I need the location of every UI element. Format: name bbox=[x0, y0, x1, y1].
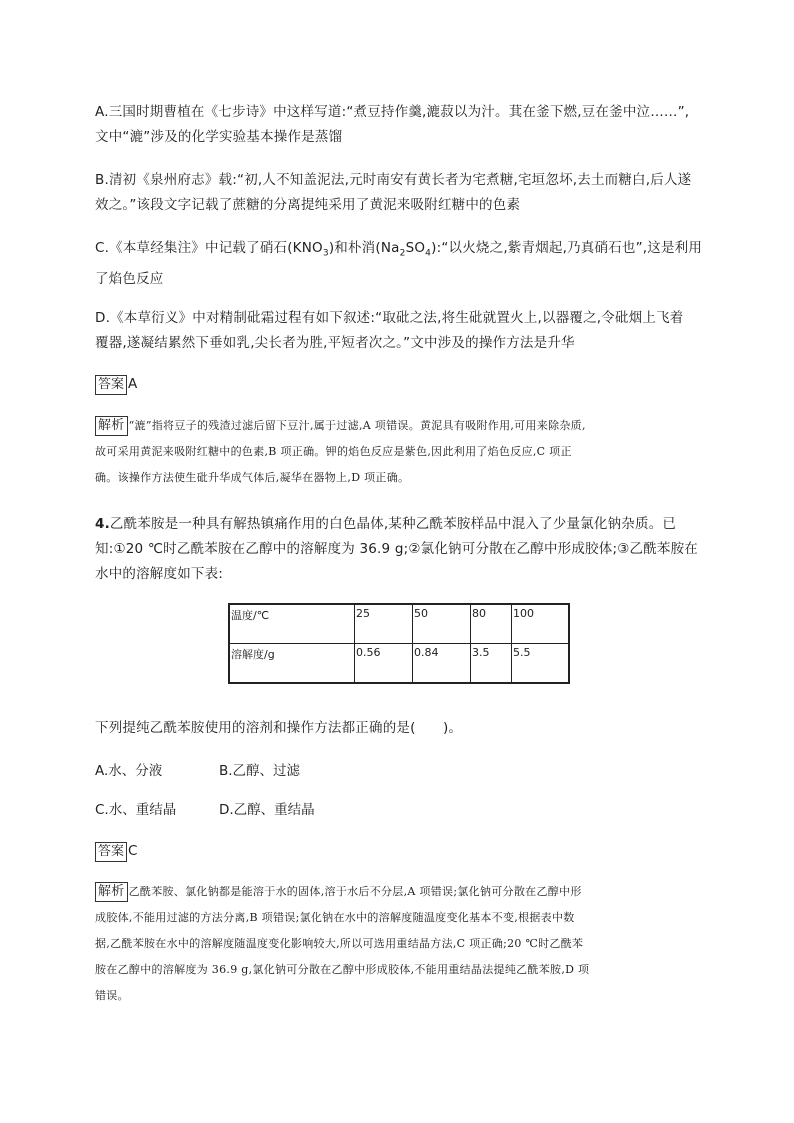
table-cell: 50 bbox=[413, 604, 471, 644]
explanation-tag: 解析 bbox=[95, 882, 128, 902]
q4-answer bbox=[95, 840, 137, 862]
table-cell: 0.84 bbox=[413, 644, 471, 684]
option-d-text: D.《本草衍义》中对精制砒霜过程有如下叙述:“取砒之法,将生砒就置火上,以器覆之,令砒烟上飞着 覆器,遂凝结累然下垂如乳,尖长者为胜,平短者次之。”文中涉及的操作方法是升华 bbox=[95, 310, 684, 351]
option-c: C.水、重结晶 bbox=[95, 802, 177, 818]
question-number: 4. bbox=[95, 516, 110, 532]
table-row bbox=[229, 604, 569, 644]
solubility-table bbox=[228, 603, 570, 684]
table-cell: 5.5 bbox=[512, 644, 570, 684]
table-cell: 100 bbox=[512, 604, 570, 644]
table-cell: 3.5 bbox=[471, 644, 512, 684]
option-b: B.乙醇、过滤 bbox=[219, 763, 301, 779]
question-4-prompt: 下列提纯乙酰苯胺使用的溶剂和操作方法都正确的是( )。 bbox=[95, 720, 463, 736]
q3-explanation: 解析 “漉”指将豆子的残渣过滤后留下豆汁,属于过滤,A 项错误。黄泥具有吸附作用,可用来除杂质, 故可采用黄泥来吸附红糖中的色素,B 项正确。钾的焰色反应是紫色,因此利用了焰色反应,C 项正 确。该操作方法使生砒升华成气体后,凝华在器物上,D 项正确。 bbox=[95, 418, 586, 484]
table-cell: 溶解度/g bbox=[229, 644, 355, 684]
table-cell: 温度/℃ bbox=[229, 604, 355, 644]
answer-tag: 答案 bbox=[95, 842, 127, 862]
answer-tag: 答案 bbox=[95, 375, 127, 395]
option-c-text: C.《本草经集注》中记载了硝石$(KNO_3)$和朴消$(Na_2SO_4):“$以火烧之,紫青烟起,乃真硝石也”,这是利用 了焰色反应 bbox=[95, 240, 703, 287]
q4-explanation: 解析 乙酰苯胺、氯化钠都是能溶于水的固体,溶于水后不分层,A 项错误;氯化钠可分散在乙醇中形 成胶体,不能用过滤的方法分离,B 项错误;氯化钠在水中的溶解度随温度变化基本不变,根据表中数 据,乙酰苯胺在水中的溶解度随温度变化影响较大,所以可选用重结晶方法,C 项正确;20 ℃时乙酰苯 胺在乙醇中的溶解度为 36.9 g,氯化钠可分散在乙醇中形成胶体,不能用重结晶法提纯乙酰苯胺,D 项 错误。 bbox=[95, 884, 590, 1002]
option-a-text: A.三国时期曹植在《七步诗》中这样写道:“煮豆持作羹,漉菽以为汁。萁在釜下燃,豆在釜中泣……”, 文中“漉”涉及的化学实验基本操作是蒸馏 bbox=[95, 104, 690, 145]
q3-answer bbox=[95, 373, 137, 395]
option-a: A.水、分液 bbox=[95, 763, 163, 779]
option-b-text: B.清初《泉州府志》载:“初,人不知盖泥法,元时南安有黄长者为宅煮糖,宅垣忽坏,去土而糖白,后人遂 效之。”该段文字记载了蔗糖的分离提纯采用了黄泥来吸附红糖中的色素 bbox=[95, 172, 692, 213]
explanation-tag: 解析 bbox=[95, 416, 128, 436]
answer-value: A bbox=[128, 376, 138, 392]
table-cell: 80 bbox=[471, 604, 512, 644]
question-4-stem: 4.乙酰苯胺是一种具有解热镇痛作用的白色晶体,某种乙酰苯胺样品中混入了少量氯化钠杂质。已 知:①20 ℃时乙酰苯胺在乙醇中的溶解度为 36.9 g;②氯化钠可分散在乙醇中形成胶体;③乙酰苯胺在 水中的溶解度如下表: bbox=[95, 516, 698, 582]
table-cell: 0.56 bbox=[355, 644, 413, 684]
option-d: D.乙醇、重结晶 bbox=[219, 802, 315, 818]
table-row bbox=[229, 644, 569, 684]
answer-value: C bbox=[128, 843, 138, 859]
table-cell: 25 bbox=[355, 604, 413, 644]
